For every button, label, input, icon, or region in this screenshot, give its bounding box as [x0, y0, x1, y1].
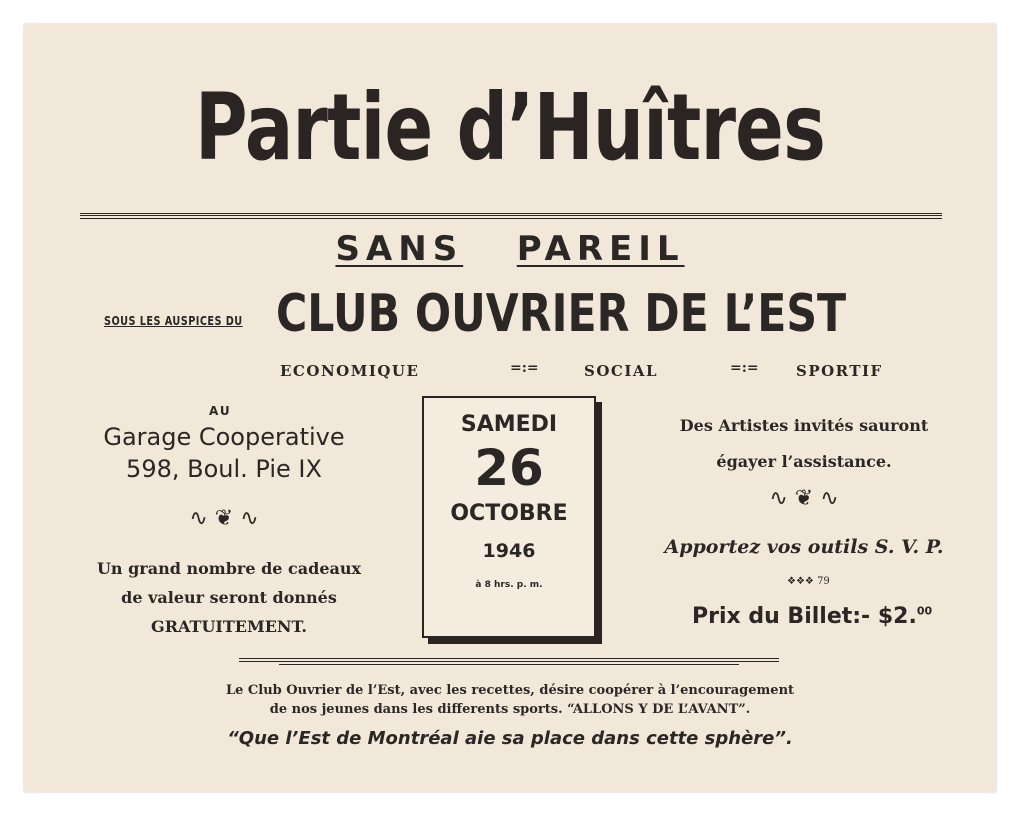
bottom-line-1: Le Club Ouvrier de l’Est, avec les recettes, désire coopérer à l’encouragement	[225, 683, 795, 698]
venue-address: 598, Boul. Pie IX	[126, 455, 322, 483]
gifts-line-3: GRATUITEMENT.	[151, 617, 307, 636]
artists-paragraph	[644, 408, 964, 480]
bottom-divider	[239, 658, 779, 667]
ticket-price	[692, 604, 932, 629]
date-time: à 8 hrs. p. m.	[475, 580, 543, 590]
au-label: AU	[209, 404, 232, 418]
bottom-paragraph	[24, 681, 996, 719]
tagline-social: SOCIAL	[584, 362, 659, 380]
date-day: SAMEDI	[460, 412, 558, 437]
date-box	[422, 396, 596, 638]
gifts-paragraph	[64, 554, 394, 641]
dingbat-ornament: ❖❖❖ 79	[787, 576, 830, 587]
poster	[24, 24, 996, 792]
gifts-line-1: Un grand nombre de cadeaux	[96, 559, 362, 578]
swirl-ornament-right: ∿ ❦ ∿	[769, 486, 839, 511]
club-name: CLUB OUVRIER DE L’EST	[276, 284, 847, 344]
artists-line-2: égayer l’assistance.	[716, 452, 892, 471]
subtitle	[24, 229, 996, 269]
price-cents: 00	[916, 604, 933, 618]
date-year: 1946	[482, 540, 536, 562]
date-number: 26	[474, 439, 544, 497]
venue-name: Garage Cooperative	[103, 423, 345, 451]
bottom-line-2: de nos jeunes dans les differents sports. “ALLONS Y DE L’AVANT”.	[269, 702, 751, 717]
price-label: Prix du Billet:- $2.	[692, 604, 917, 629]
swirl-ornament-left: ∿ ❦ ∿	[189, 506, 259, 531]
tagline-economique: ECONOMIQUE	[280, 362, 420, 380]
title-divider-thin	[80, 218, 942, 219]
subtitle-sans: SANS	[335, 229, 464, 269]
gifts-line-2: de valeur seront donnés	[121, 588, 337, 607]
auspices-text: SOUS LES AUSPICES DU	[104, 314, 243, 328]
tagline-sportif: SPORTIF	[796, 362, 883, 380]
title-divider	[80, 213, 942, 216]
poster-title: Partie d’Huîtres	[195, 74, 825, 181]
tools-note: Apportez vos outils S. V. P.	[664, 536, 944, 558]
artists-line-1: Des Artistes invités sauront	[679, 416, 929, 435]
subtitle-pareil: PAREIL	[516, 229, 685, 269]
closing-quote: “Que l’Est de Montréal aie sa place dans cette sphère”.	[227, 728, 793, 749]
tagline-ornament-2: =:=	[730, 360, 759, 376]
tagline-ornament-1: =:=	[510, 360, 539, 376]
date-month: OCTOBRE	[450, 501, 568, 526]
